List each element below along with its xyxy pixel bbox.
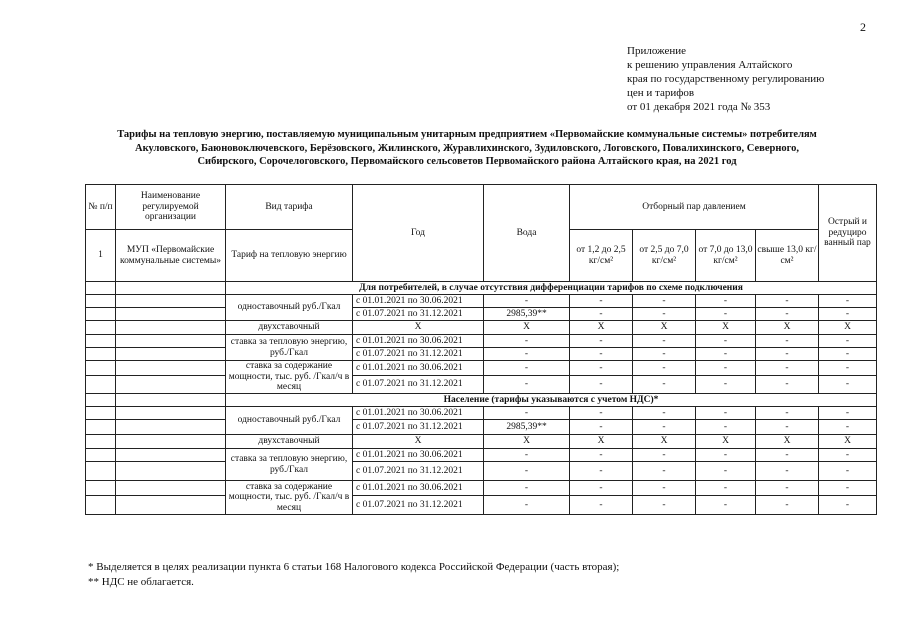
empty-cell	[86, 295, 116, 308]
value-cell: -	[570, 348, 633, 361]
value-cell: Х	[633, 435, 696, 449]
value-cell: -	[819, 335, 877, 348]
appendix-line: цен и тарифов	[627, 87, 695, 99]
value-cell: -	[756, 308, 819, 321]
value-cell: Х	[756, 435, 819, 449]
value-cell: -	[484, 376, 570, 394]
empty-cell	[86, 376, 116, 394]
header-steam-col: от 2,5 до 7,0 кг/см²	[633, 230, 696, 282]
section-title: Для потребителей, в случае отсутствия дифференциации тарифов по схеме подключения	[226, 282, 877, 295]
empty-cell	[116, 376, 226, 394]
value-cell: -	[570, 481, 633, 496]
period-cell: с 01.07.2021 по 31.12.2021	[353, 308, 484, 321]
value-cell: -	[633, 407, 696, 420]
value-cell: -	[819, 308, 877, 321]
value-cell: Х	[570, 435, 633, 449]
appendix-line: от 01 декабря 2021 года № 353	[627, 101, 771, 113]
value-cell: -	[484, 348, 570, 361]
empty-cell	[116, 335, 226, 348]
value-cell: -	[633, 376, 696, 394]
empty-cell	[116, 308, 226, 321]
appendix-line: к решению управления Алтайского	[627, 59, 793, 71]
appendix-line: края по государственному регулированию	[627, 73, 825, 85]
value-cell: -	[819, 496, 877, 515]
value-cell: -	[570, 308, 633, 321]
empty-cell	[116, 481, 226, 496]
value-cell: -	[570, 407, 633, 420]
header-org-name: Наименование регулируемой организации	[116, 185, 226, 230]
period-cell: с 01.07.2021 по 31.12.2021	[353, 462, 484, 481]
tariff-label: ставка за содержание мощности, тыс. руб. /Гкал/ч в месяц	[226, 361, 353, 394]
tariff-row	[86, 308, 877, 321]
header-steam-col: свыше 13,0 кг/см²	[756, 230, 819, 282]
value-cell: Х	[696, 435, 756, 449]
empty-cell	[86, 282, 116, 295]
value-cell: -	[570, 376, 633, 394]
empty-cell	[86, 348, 116, 361]
value-cell: -	[633, 449, 696, 462]
tariff-row	[86, 361, 877, 376]
period-cell: с 01.01.2021 по 30.06.2021	[353, 335, 484, 348]
period-cell: с 01.01.2021 по 30.06.2021	[353, 361, 484, 376]
empty-cell	[86, 407, 116, 420]
value-cell: -	[756, 376, 819, 394]
tariff-row	[86, 496, 877, 515]
period-cell: с 01.01.2021 по 30.06.2021	[353, 481, 484, 496]
value-cell: -	[484, 481, 570, 496]
tariff-label: ставка за содержание мощности, тыс. руб. /Гкал/ч в месяц	[226, 481, 353, 515]
empty-cell	[86, 335, 116, 348]
section-heading-row	[86, 282, 877, 295]
header-num: № п/п	[86, 185, 116, 230]
empty-cell	[116, 407, 226, 420]
page-number: 2	[860, 20, 866, 34]
value-cell: -	[633, 462, 696, 481]
value-cell: -	[484, 407, 570, 420]
empty-cell	[86, 449, 116, 462]
value-cell: -	[756, 348, 819, 361]
value-cell: 2985,39**	[484, 308, 570, 321]
section-heading-row	[86, 394, 877, 407]
value-cell: -	[756, 361, 819, 376]
title-line: Акуловского, Баюновоключевского, Берёзовского, Жилинского, Журавлихинского, Зудиловского, Логовского, Повалихинского, Северного,	[135, 142, 799, 154]
value-cell: -	[819, 407, 877, 420]
value-cell: -	[696, 407, 756, 420]
value-cell: -	[570, 462, 633, 481]
tariff-row	[86, 449, 877, 462]
value-cell: -	[484, 361, 570, 376]
value-cell: -	[819, 295, 877, 308]
empty-cell	[86, 361, 116, 376]
empty-cell	[86, 462, 116, 481]
tariff-label: одноставочный руб./Гкал	[226, 407, 353, 435]
empty-cell	[116, 282, 226, 295]
value-cell: -	[484, 295, 570, 308]
period-cell: с 01.07.2021 по 31.12.2021	[353, 348, 484, 361]
tariff-label: двухставочный	[226, 435, 353, 449]
value-cell: -	[819, 361, 877, 376]
tariff-row	[86, 348, 877, 361]
footnote: * Выделяется в целях реализации пункта 6 статьи 168 Налогового кодекса Российской Федерации (часть вторая);	[88, 561, 620, 573]
period-cell: с 01.07.2021 по 31.12.2021	[353, 376, 484, 394]
value-cell: -	[633, 348, 696, 361]
value-cell: -	[696, 462, 756, 481]
value-cell: -	[633, 496, 696, 515]
tariff-row	[86, 407, 877, 420]
appendix-line: Приложение	[627, 45, 687, 57]
empty-cell	[86, 394, 116, 407]
value-cell: -	[633, 361, 696, 376]
tariff-row	[86, 462, 877, 481]
value-cell: -	[756, 295, 819, 308]
tariff-label: ставка за тепловую энергию, руб./Гкал	[226, 335, 353, 361]
title-line: Тарифы на тепловую энергию, поставляемую муниципальным унитарным предприятием «Первомайские коммунальные системы» потребителям	[117, 129, 817, 140]
value-cell: Х	[484, 321, 570, 335]
period-cell: Х	[353, 435, 484, 449]
value-cell: -	[484, 462, 570, 481]
tariff-label: одноставочный руб./Гкал	[226, 295, 353, 321]
value-cell: -	[570, 449, 633, 462]
footnotes	[88, 560, 619, 590]
value-cell: -	[696, 348, 756, 361]
value-cell: -	[696, 449, 756, 462]
value-cell: 2985,39**	[484, 420, 570, 435]
tariff-table	[85, 184, 877, 515]
value-cell: -	[756, 462, 819, 481]
header-steam: Отборный пар давлением	[570, 185, 819, 230]
empty-cell	[86, 420, 116, 435]
empty-cell	[116, 361, 226, 376]
value-cell: Х	[484, 435, 570, 449]
appendix-block	[627, 44, 824, 114]
value-cell: -	[484, 449, 570, 462]
value-cell: -	[696, 376, 756, 394]
table-body	[86, 185, 877, 515]
period-cell: с 01.01.2021 по 30.06.2021	[353, 449, 484, 462]
tariff-row	[86, 435, 877, 449]
value-cell: -	[819, 462, 877, 481]
value-cell: -	[570, 335, 633, 348]
empty-cell	[116, 420, 226, 435]
value-cell: -	[696, 361, 756, 376]
value-cell: -	[819, 420, 877, 435]
value-cell: Х	[570, 321, 633, 335]
organization-name: МУП «Первомайские коммунальные системы»	[116, 230, 226, 282]
header-tariff-type: Вид тарифа	[226, 185, 353, 230]
value-cell: Х	[633, 321, 696, 335]
empty-cell	[116, 394, 226, 407]
value-cell: Х	[819, 435, 877, 449]
title-line: Сибирского, Сорочелоговского, Первомайского сельсоветов Первомайского района Алтайского края, на 2021 год	[197, 156, 737, 167]
value-cell: -	[696, 335, 756, 348]
header-year: Год	[353, 185, 484, 282]
value-cell: -	[570, 361, 633, 376]
value-cell: -	[633, 420, 696, 435]
value-cell: -	[570, 496, 633, 515]
value-cell: -	[570, 295, 633, 308]
empty-cell	[86, 435, 116, 449]
value-cell: -	[819, 376, 877, 394]
header-sharp-steam: Острый и редуциро ванный пар	[819, 185, 877, 282]
value-cell: -	[696, 295, 756, 308]
value-cell: Х	[696, 321, 756, 335]
footnote: ** НДС не облагается.	[88, 576, 194, 588]
value-cell: -	[633, 308, 696, 321]
section-title: Население (тарифы указываются с учетом НДС)*	[226, 394, 877, 407]
value-cell: -	[819, 449, 877, 462]
tariff-row	[86, 335, 877, 348]
tariff-label: ставка за тепловую энергию, руб./Гкал	[226, 449, 353, 481]
period-cell: Х	[353, 321, 484, 335]
value-cell: -	[696, 496, 756, 515]
period-cell: с 01.01.2021 по 30.06.2021	[353, 295, 484, 308]
row-number: 1	[86, 230, 116, 282]
value-cell: -	[756, 481, 819, 496]
tariff-row	[86, 321, 877, 335]
empty-cell	[116, 348, 226, 361]
tariff-row	[86, 481, 877, 496]
value-cell: -	[756, 449, 819, 462]
value-cell: -	[756, 496, 819, 515]
empty-cell	[86, 496, 116, 515]
empty-cell	[116, 449, 226, 462]
period-cell: с 01.07.2021 по 31.12.2021	[353, 496, 484, 515]
empty-cell	[116, 496, 226, 515]
value-cell: -	[484, 496, 570, 515]
period-cell: с 01.07.2021 по 31.12.2021	[353, 420, 484, 435]
header-steam-col: от 1,2 до 2,5 кг/см²	[570, 230, 633, 282]
value-cell: -	[696, 481, 756, 496]
value-cell: -	[819, 348, 877, 361]
value-cell: -	[696, 420, 756, 435]
tariff-row	[86, 295, 877, 308]
empty-cell	[86, 321, 116, 335]
empty-cell	[116, 435, 226, 449]
empty-cell	[116, 295, 226, 308]
empty-cell	[116, 462, 226, 481]
value-cell: -	[633, 335, 696, 348]
header-steam-col: от 7,0 до 13,0 кг/см²	[696, 230, 756, 282]
header-row	[86, 185, 877, 230]
value-cell: Х	[756, 321, 819, 335]
value-cell: -	[696, 308, 756, 321]
value-cell: -	[756, 335, 819, 348]
value-cell: -	[570, 420, 633, 435]
tariff-label: двухставочный	[226, 321, 353, 335]
empty-cell	[116, 321, 226, 335]
value-cell: -	[633, 295, 696, 308]
value-cell: -	[484, 335, 570, 348]
value-cell: -	[633, 481, 696, 496]
tariff-row	[86, 420, 877, 435]
tariff-row	[86, 376, 877, 394]
empty-cell	[86, 308, 116, 321]
header-water: Вода	[484, 185, 570, 282]
value-cell: -	[756, 420, 819, 435]
document-title	[70, 128, 864, 169]
period-cell: с 01.01.2021 по 30.06.2021	[353, 407, 484, 420]
value-cell: -	[819, 481, 877, 496]
value-cell: -	[756, 407, 819, 420]
tariff-description: Тариф на тепловую энергию	[226, 230, 353, 282]
value-cell: Х	[819, 321, 877, 335]
empty-cell	[86, 481, 116, 496]
